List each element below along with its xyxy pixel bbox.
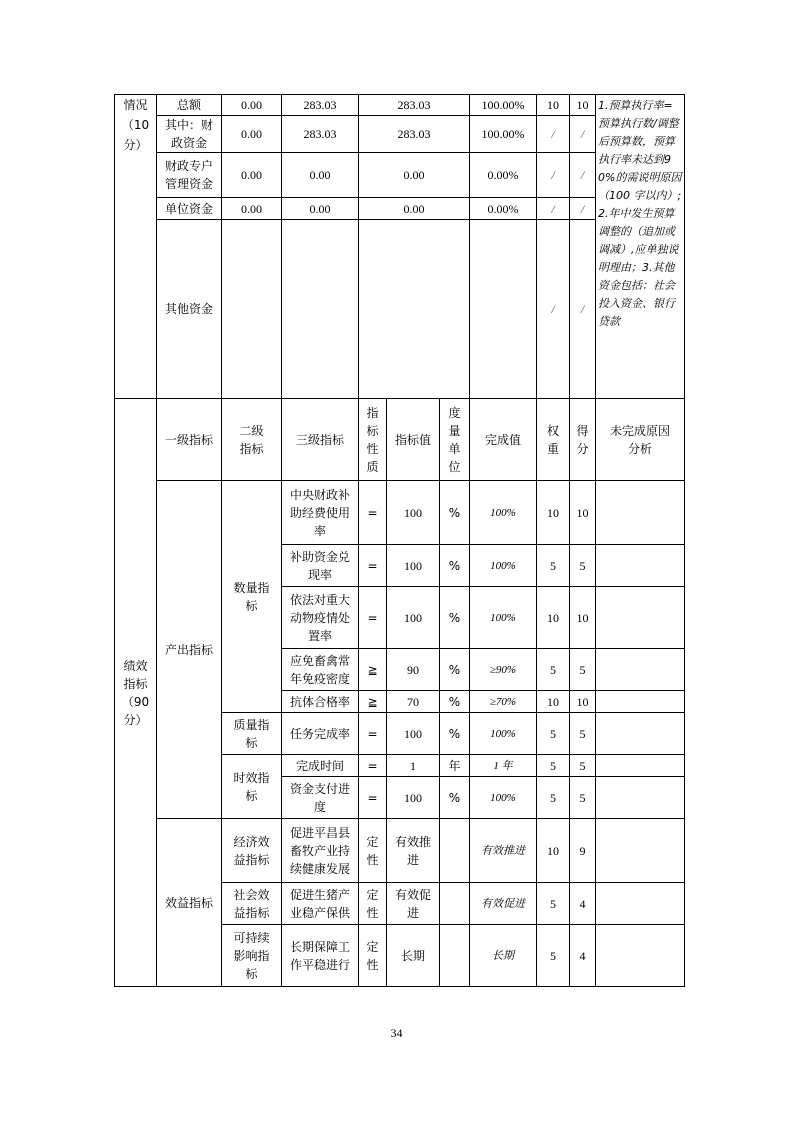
header-level3: 三级指标 <box>282 399 359 481</box>
indicator-name: 完成时间 <box>282 755 359 777</box>
indicator-target: 100 <box>387 777 440 819</box>
indicator-name: 长期保障工 作平稳进行 <box>282 925 359 987</box>
performance-section-label: 绩效 指标 （90 分） <box>115 399 157 987</box>
indicator-score: 10 <box>570 481 596 545</box>
budget-row-name: 其他资金 <box>157 220 222 399</box>
budget-rate: 0.00% <box>470 198 537 220</box>
indicator-target: 有效推 进 <box>387 819 440 883</box>
indicator-nature: = <box>359 713 387 755</box>
indicator-score: 9 <box>570 819 596 883</box>
indicator-nature: 定 性 <box>359 819 387 883</box>
header-actual: 完成值 <box>470 399 537 481</box>
indicator-nature: ≧ <box>359 649 387 691</box>
indicator-actual: 有效促进 <box>470 883 537 925</box>
indicator-nature: = <box>359 777 387 819</box>
budget-row-name: 总额 <box>157 95 222 116</box>
indicator-score: 4 <box>570 883 596 925</box>
indicator-actual: 有效推进 <box>470 819 537 883</box>
group-benefit: 效益指标 <box>157 819 222 987</box>
budget-weight: / <box>537 220 570 399</box>
indicator-score: 5 <box>570 649 596 691</box>
indicator-unit: % <box>440 545 470 587</box>
budget-weight: / <box>537 116 570 153</box>
indicator-unit: 年 <box>440 755 470 777</box>
indicator-reason <box>596 691 685 713</box>
budget-score: / <box>570 153 596 198</box>
header-level2: 二级 指标 <box>222 399 282 481</box>
indicator-reason <box>596 649 685 691</box>
indicator-name: 补助资金兑 现率 <box>282 545 359 587</box>
indicator-score: 5 <box>570 777 596 819</box>
budget-section-label: 情况 （10 分） <box>115 95 157 399</box>
header-nature: 指 标 性 质 <box>359 399 387 481</box>
budget-initial: 0.00 <box>222 153 282 198</box>
indicator-nature: 定 性 <box>359 925 387 987</box>
indicator-unit <box>440 925 470 987</box>
indicator-weight: 5 <box>537 883 570 925</box>
budget-score: / <box>570 116 596 153</box>
indicator-reason <box>596 713 685 755</box>
indicator-weight: 10 <box>537 819 570 883</box>
indicator-weight: 5 <box>537 925 570 987</box>
budget-adjusted <box>282 220 359 399</box>
budget-weight: / <box>537 153 570 198</box>
indicator-name: 抗体合格率 <box>282 691 359 713</box>
indicator-actual: 100% <box>470 587 537 649</box>
indicator-score: 4 <box>570 925 596 987</box>
indicator-target: 100 <box>387 545 440 587</box>
indicator-unit <box>440 883 470 925</box>
indicator-target: 70 <box>387 691 440 713</box>
performance-table <box>114 94 685 987</box>
header-reason: 未完成原因 分析 <box>596 399 685 481</box>
indicator-target: 100 <box>387 587 440 649</box>
indicator-target: 100 <box>387 713 440 755</box>
indicator-actual: 100% <box>470 777 537 819</box>
indicator-unit: % <box>440 481 470 545</box>
group-sustain: 可持续 影响指 标 <box>222 925 282 987</box>
budget-note: 1.预算执行率=预算执行数/调整后预算数，预算执行率未达到90%的需说明原因（100 字以内）;2.年中发生预算调整的（追加或调减）,应单独说明理由；3.其他资金包括：社会投入资金、银行贷款 <box>596 95 685 399</box>
indicator-target: 1 <box>387 755 440 777</box>
indicator-actual: 长期 <box>470 925 537 987</box>
indicator-weight: 5 <box>537 545 570 587</box>
budget-row-name: 其中：财 政资金 <box>157 116 222 153</box>
budget-adjusted: 0.00 <box>282 198 359 220</box>
indicator-reason <box>596 587 685 649</box>
budget-score: / <box>570 220 596 399</box>
group-quality: 质量指 标 <box>222 713 282 755</box>
indicator-actual: 100% <box>470 545 537 587</box>
indicator-target: 100 <box>387 481 440 545</box>
budget-rate: 100.00% <box>470 95 537 116</box>
header-level1: 一级指标 <box>157 399 222 481</box>
indicator-weight: 5 <box>537 713 570 755</box>
indicator-weight: 10 <box>537 587 570 649</box>
indicator-name: 任务完成率 <box>282 713 359 755</box>
indicator-score: 5 <box>570 713 596 755</box>
indicator-weight: 5 <box>537 649 570 691</box>
indicator-reason <box>596 883 685 925</box>
header-target: 指标值 <box>387 399 440 481</box>
indicator-actual: 100% <box>470 481 537 545</box>
budget-rate <box>470 220 537 399</box>
indicator-unit <box>440 819 470 883</box>
budget-adjusted: 283.03 <box>282 116 359 153</box>
indicator-reason <box>596 925 685 987</box>
indicator-name: 中央财政补 助经费使用 率 <box>282 481 359 545</box>
budget-row-name: 财政专户 管理资金 <box>157 153 222 198</box>
indicator-name: 应免畜禽常 年免疫密度 <box>282 649 359 691</box>
group-social: 社会效 益指标 <box>222 883 282 925</box>
budget-rate: 100.00% <box>470 116 537 153</box>
indicator-weight: 10 <box>537 481 570 545</box>
budget-initial <box>222 220 282 399</box>
group-timeliness: 时效指 标 <box>222 755 282 819</box>
budget-weight: 10 <box>537 95 570 116</box>
indicator-score: 10 <box>570 691 596 713</box>
indicator-name: 促进平昌县 畜牧产业持 续健康发展 <box>282 819 359 883</box>
budget-adjusted: 0.00 <box>282 153 359 198</box>
budget-score: 10 <box>570 95 596 116</box>
header-weight: 权 重 <box>537 399 570 481</box>
indicator-unit: % <box>440 777 470 819</box>
budget-adjusted: 283.03 <box>282 95 359 116</box>
indicator-unit: % <box>440 713 470 755</box>
indicator-nature: = <box>359 587 387 649</box>
indicator-unit: % <box>440 587 470 649</box>
budget-initial: 0.00 <box>222 198 282 220</box>
indicator-actual: ≥90% <box>470 649 537 691</box>
indicator-nature: = <box>359 545 387 587</box>
budget-executed: 0.00 <box>359 198 470 220</box>
page-number: 34 <box>390 1026 403 1040</box>
budget-executed: 283.03 <box>359 116 470 153</box>
indicator-target: 90 <box>387 649 440 691</box>
group-quantity: 数量指 标 <box>222 481 282 713</box>
budget-executed <box>359 220 470 399</box>
budget-executed: 0.00 <box>359 153 470 198</box>
indicator-target: 长期 <box>387 925 440 987</box>
indicator-actual: ≥70% <box>470 691 537 713</box>
indicator-unit: % <box>440 649 470 691</box>
indicator-weight: 5 <box>537 777 570 819</box>
indicator-reason <box>596 545 685 587</box>
indicator-target: 有效促 进 <box>387 883 440 925</box>
indicator-name: 依法对重大 动物疫情处 置率 <box>282 587 359 649</box>
budget-score: / <box>570 198 596 220</box>
indicator-weight: 10 <box>537 691 570 713</box>
indicator-actual: 100% <box>470 713 537 755</box>
indicator-reason <box>596 819 685 883</box>
budget-initial: 0.00 <box>222 95 282 116</box>
indicator-nature: 定 性 <box>359 883 387 925</box>
indicator-weight: 5 <box>537 755 570 777</box>
indicator-score: 10 <box>570 587 596 649</box>
indicator-reason <box>596 755 685 777</box>
header-score: 得 分 <box>570 399 596 481</box>
indicator-score: 5 <box>570 545 596 587</box>
budget-row-name: 单位资金 <box>157 198 222 220</box>
indicator-reason <box>596 777 685 819</box>
group-output: 产出指标 <box>157 481 222 819</box>
indicator-nature: = <box>359 755 387 777</box>
budget-weight: / <box>537 198 570 220</box>
indicator-score: 5 <box>570 755 596 777</box>
indicator-name: 资金支付进 度 <box>282 777 359 819</box>
header-unit: 度 量 单 位 <box>440 399 470 481</box>
indicator-actual: 1 年 <box>470 755 537 777</box>
budget-executed: 283.03 <box>359 95 470 116</box>
group-economic: 经济效 益指标 <box>222 819 282 883</box>
indicator-nature: ≧ <box>359 691 387 713</box>
indicator-name: 促进生猪产 业稳产保供 <box>282 883 359 925</box>
budget-rate: 0.00% <box>470 153 537 198</box>
indicator-unit: % <box>440 691 470 713</box>
indicator-nature: = <box>359 481 387 545</box>
indicator-reason <box>596 481 685 545</box>
budget-initial: 0.00 <box>222 116 282 153</box>
